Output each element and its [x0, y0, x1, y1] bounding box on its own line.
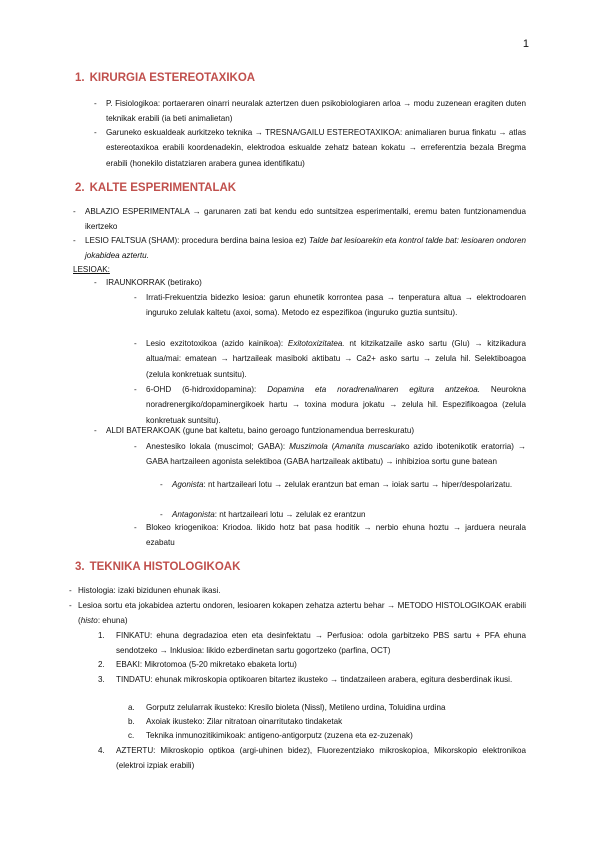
list-item: - Lesio exzitotoxikoa (azido kainikoa): Exitotoxizitatea. nt kitzikatzaile asko sartu (Glu) → kitzikadura altua/mai: ematean → hartzaileak masiboki aktibatu → Ca2+ asko sartu → zelula hil. Selektiboagoa (zelula konkretuak suntsitu). — [134, 339, 526, 379]
section-number: 2. — [75, 182, 85, 194]
section-number: 1. — [75, 72, 85, 84]
list-item: - Anestesiko lokala (muscimol; GABA): Muszimola (Amanita muscariako azido ibotenikotik eratorria) → GABA hartzaileen agonista selektiboa (GABA hartzaileak aktibatu) → inhibizioa sortu gune batean — [134, 442, 527, 467]
bullet-item: - Garuneko eskualdeak aurkitzeko teknika → TRESNA/GAILU ESTEREOTAXIKOA: animaliaren burua finkatu → atlas estereotaxikoa erabili koordenadekin, elektrodoa eskualde zehatz batean kokatu → erreferentzia bezala Bregma erabili (honekilo distatziaren arabera gunea identifikatu) — [94, 128, 526, 168]
numbered-item: 1. FINKATU: ehuna degradazioa eten eta desinfektatu → Perfusioa: odola garbitzeko PBS sartu + PFA ehuna sendotzeko → Inklusioa: likido ezberdinetan sartu gogortzeko (parfina, OCT) — [98, 631, 526, 656]
section-heading-3 — [75, 561, 240, 573]
list-item: - Irrati-Frekuentzia bidezko lesioa: garun ehunetik korrontea pasa → tenperatura altua → elektrodoaren inguruko zelulak kaltetu (axoi, soma). Metodo ez espezifikoa (inguruko guztia suntsitu). — [134, 293, 526, 318]
numbered-item: 2. EBAKI: Mikrotomoa (5-20 mikretako ebaketa lortu) — [98, 660, 297, 669]
lettered-item: a. Gorputz zelularrak ikusteko: Kresilo bioleta (Nissl), Metileno urdina, Toluidina urdina — [128, 703, 446, 712]
numbered-item: 3. TINDATU: ehunak mikroskopia optikoaren bitartez ikusteko → tindatzaileen arabera, egitura desberdinak ikusi. — [98, 675, 513, 684]
list-item-aldi-baterakoak: - ALDI BATERAKOAK (gune bat kaltetu, baino geroago funtzionamendua berreskuratu) — [94, 426, 415, 435]
numbered-item: 4. AZTERTU: Mikroskopio optikoa (argi-uhinen bidez), Fluorezentziako mikroskopioa, Mikorskopio elektronikoa (elektroi izpiak erabili) — [98, 746, 526, 771]
list-item-iraunkorrak: - IRAUNKORRAK (betirako) — [94, 278, 202, 287]
section-number: 3. — [75, 561, 85, 573]
bullet-item: - ABLAZIO ESPERIMENTALA → garunaren zati bat kendu edo suntsitzea esperimentalki, eremu baten funtzionamendua ikertzeko — [73, 207, 526, 232]
section-heading-1 — [75, 72, 255, 84]
bullet-item: - P. Fisiologikoa: portaeraren oinarri neuralak aztertzen duen psikobiologiaren arloa → modu zuzenean eragiten duten teknikak erabili (ia beti animalietan) — [94, 99, 526, 124]
list-item: - 6-OHD (6-hidroxidopamina): Dopamina eta noradrenalinaren egitura antzekoa. Neurokna noradrenergiko/dopaminergikoek hartu → toxina modura jokatu → zelula hil. Espezifikoagoa (zelula konkretuak suntsitu). — [134, 385, 526, 425]
sub-list-item: - Agonista: nt hartzaileari lotu → zelulak erantzun bat eman → ioiak sartu → hiper/despolarizatu. — [160, 480, 513, 489]
page-number: 1 — [522, 38, 529, 50]
section-heading-2 — [75, 182, 236, 194]
sub-list-item: - Antagonista: nt hartzaileari lotu → zelulak ez erantzun — [160, 510, 366, 519]
list-item: - Blokeo kriogenikoa: Kriodoa. likido hotz bat pasa hoditik → nerbio ehuna hoztu → jarduera neurala ezabatu — [134, 523, 526, 548]
bullet-item: - Histologia: izaki bizidunen ehunak ikasi. — [69, 586, 221, 595]
bullet-item: - LESIO FALTSUA (SHAM): procedura berdina baina lesioa ez) Talde bat lesioarekin eta kontrol talde bat: lesioaren ondoren jokabidea aztertu. — [73, 236, 526, 261]
section-title: TEKNIKA HISTOLOGIKOAK — [89, 561, 241, 573]
lettered-item: b. Axoiak ikusteko: Zilar nitratoan oinarritutako tindaketak — [128, 717, 343, 726]
bullet-item: - Lesioa sortu eta jokabidea aztertu ondoren, lesioaren kokapen zehatza aztertu behar → METODO HISTOLOGIKOAK erabili (histo: ehuna) — [69, 601, 526, 626]
lettered-item: c. Teknika inmunozitikimikoak: antigeno-antigorputz (zuzena eta ez-zuzenak) — [128, 731, 413, 740]
lesioak-label: LESIOAK: — [73, 265, 110, 274]
section-title: KIRURGIA ESTEREOTAXIKOA — [89, 72, 256, 84]
section-title: KALTE ESPERIMENTALAK — [89, 182, 237, 194]
